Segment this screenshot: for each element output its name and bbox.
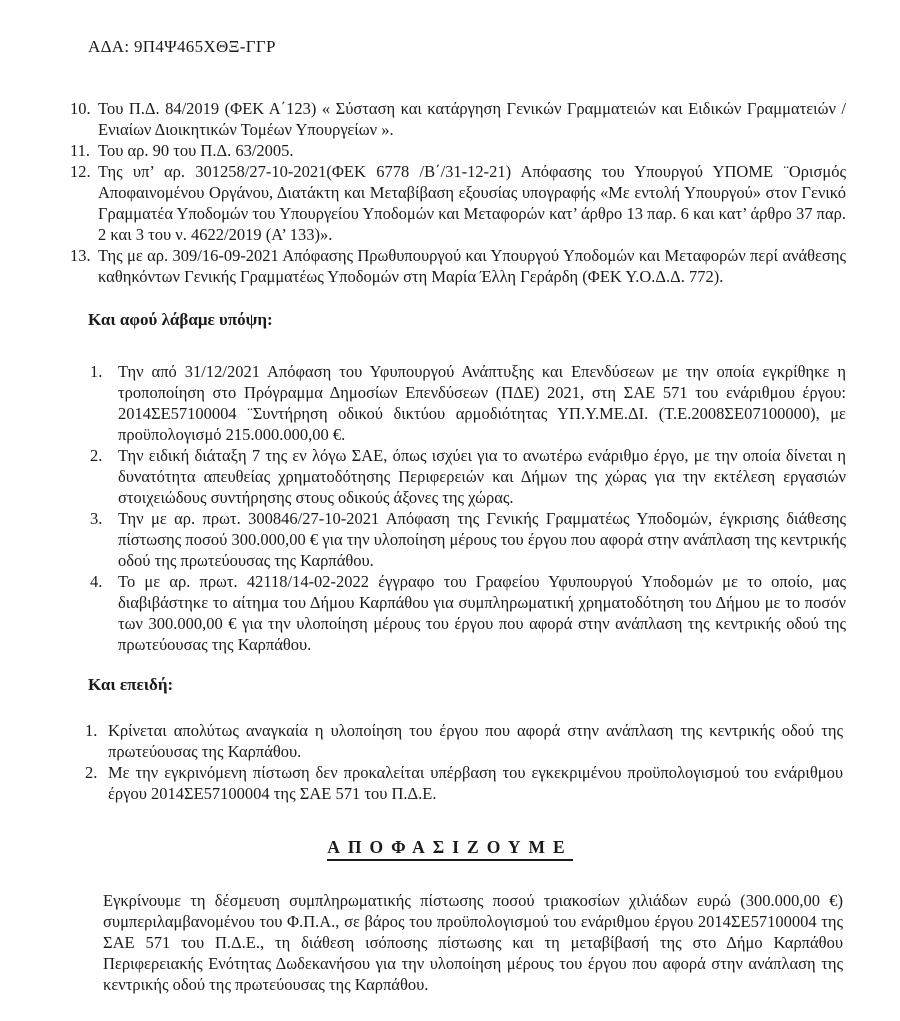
list-item-number: 11. (70, 141, 91, 160)
legal-references-list (70, 98, 846, 287)
list-item-number: 3. (90, 509, 103, 528)
whereas-list (85, 720, 843, 804)
list-item-text: Κρίνεται απολύτως αναγκαία η υλοποίηση του έργου που αφορά στην ανάπλαση της κεντρικής οδού της πρωτεύουσας της Καρπάθου. (108, 721, 843, 761)
decision-heading-wrap (0, 837, 900, 861)
considering-list (90, 361, 846, 655)
list-item (70, 98, 846, 140)
list-item-number: 1. (85, 721, 98, 740)
list-item-text: Την ειδική διάταξη 7 της εν λόγω ΣΑΕ, όπως ισχύει για το ανωτέρω ενάριθμο έργο, με την οποία δίνεται η δυνατότητα απευθείας χρηματοδότησης Περιφερειών και Δήμων της χώρας για την εκτέλεση εργασιών στοιχειώδους συντήρησης στους οδικούς άξονες της χώρας. (118, 446, 846, 507)
list-item-number: 2. (85, 763, 98, 782)
considering-heading: Και αφού λάβαμε υπόψη: (88, 310, 273, 329)
list-item (85, 762, 843, 804)
whereas-heading: Και επειδή: (88, 675, 174, 694)
list-item-number: 4. (90, 572, 103, 591)
list-item-text: Με την εγκρινόμενη πίστωση δεν προκαλείται υπέρβαση του εγκεκριμένου προϋπολογισμού του ενάριθμου έργου 2014ΣΕ57100004 της ΣΑΕ 571 του Π.Δ.Ε. (108, 763, 843, 803)
list-item (70, 245, 846, 287)
list-item (90, 361, 846, 445)
list-item-text: Της με αρ. 309/16-09-2021 Απόφασης Πρωθυπουργού και Υπουργού Υποδομών και Μεταφορών περί ανάθεσης καθηκόντων Γενικής Γραμματέως Υποδομών στη Μαρία Έλλη Γεράρδη (ΦΕΚ Υ.Ο.Δ.Δ. 772). (98, 246, 846, 286)
list-item (85, 720, 843, 762)
decision-heading: ΑΠΟΦΑΣΙΖΟΥΜΕ (327, 837, 572, 861)
list-item (90, 508, 846, 571)
list-item-number: 2. (90, 446, 103, 465)
list-item-text: Του αρ. 90 του Π.Δ. 63/2005. (98, 141, 294, 160)
list-item (70, 161, 846, 245)
list-item (90, 571, 846, 655)
list-item-number: 12. (70, 162, 91, 181)
ada-reference: ΑΔΑ: 9Π4Ψ465ΧΘΞ-ΓΓΡ (88, 37, 276, 56)
list-item-text: Του Π.Δ. 84/2019 (ΦΕΚ Α΄123) « Σύσταση και κατάργηση Γενικών Γραμματειών και Ειδικών Γραμματειών / Ενιαίων Διοικητικών Τομέων Υπουργείων ». (98, 99, 846, 139)
list-item-text: Της υπ’ αρ. 301258/27-10-2021(ΦΕΚ 6778 /Β΄/31-12-21) Απόφασης του Υπουργού ΥΠΟΜΕ ¨Ορισμός Αποφαινομένου Οργάνου, Διατάκτη και Μεταβίβαση εξουσίας υπογραφής «Με εντολή Υπουργού» στον Γενικό Γραμματέα Υποδομών του Υπουργείου Υποδομών και Μεταφορών κατ’ άρθρο 13 παρ. 6 και κατ’ άρθρο 37 παρ. 2 και 3 του ν. 4622/2019 (Α’ 133)». (98, 162, 846, 244)
list-item-text: Την από 31/12/2021 Απόφαση του Υφυπουργού Ανάπτυξης και Επενδύσεων με την οποία εγκρίθηκε η τροποποίηση στο Πρόγραμμα Δημοσίων Επενδύσεων (ΠΔΕ) 2021, στη ΣΑΕ 571 του ενάριθμου έργου: 2014ΣΕ57100004 ¨Συντήρηση οδικού δικτύου αρμοδιότητας ΥΠ.Υ.ΜΕ.ΔΙ. (Τ.Ε.2008ΣΕ07100000), με προϋπολογισμό 215.000.000,00 €. (118, 362, 846, 444)
decision-body: Εγκρίνουμε τη δέσμευση συμπληρωματικής πίστωσης ποσού τριακοσίων χιλιάδων ευρώ (300.000,00 €) συμπεριλαμβανομένου του Φ.Π.Α., σε βάρος του προϋπολογισμού του ενάριθμου έργου 2014ΣΕ57100004 της ΣΑΕ 571 του Π.Δ.Ε., τη διάθεση ισόποσης πίστωσης και τη μεταβίβασή της στο Δήμο Καρπάθου Περιφερειακής Ενότητας Δωδεκανήσου για την υλοποίηση μέρους του έργου που αφορά στην ανάπλαση της κεντρικής οδού της πρωτεύουσας της Καρπάθου. (103, 891, 843, 994)
list-item-number: 13. (70, 246, 91, 265)
list-item-number: 1. (90, 362, 103, 381)
list-item (90, 445, 846, 508)
list-item-text: Το με αρ. πρωτ. 42118/14-02-2022 έγγραφο του Γραφείου Υφυπουργού Υποδομών με το οποίο, μας διαβιβάστηκε το αίτημα του Δήμου Καρπάθου για συμπληρωματική χρηματοδότηση του Δήμου με το ποσόν των 300.000,00 € για την υλοποίηση μέρους του έργου που αφορά στην ανάπλαση της κεντρικής οδού της πρωτεύουσας της Καρπάθου. (118, 572, 846, 654)
list-item (70, 140, 846, 161)
list-item-number: 10. (70, 99, 91, 118)
list-item-text: Την με αρ. πρωτ. 300846/27-10-2021 Απόφαση της Γενικής Γραμματέως Υποδομών, έγκρισης διάθεσης πίστωσης ποσού 300.000,00 € για την υλοποίηση μέρους του έργου που αφορά στην ανάπλαση της κεντρικής οδού της πρωτεύουσας της Καρπάθου. (118, 509, 846, 570)
